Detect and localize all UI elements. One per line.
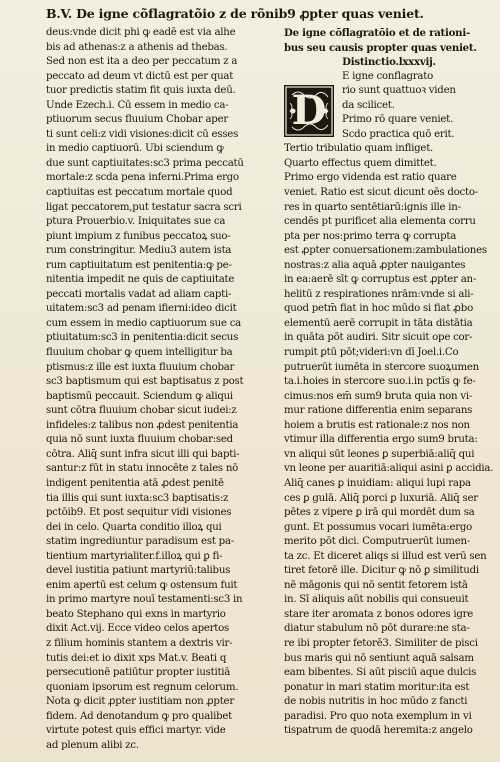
text-line: vn aliqui sūt leones ꝑ superbiā:aliq̄ qui: [284, 448, 475, 460]
text-line: fluuium chobar ꝙ quem intelligitur ba: [46, 347, 233, 359]
text-line: re ibi propter fetorē3. Similiter de pisci: [284, 637, 478, 649]
running-head: B.V. De igne cõflagratõio z de rõnib9 ꝓpter quas veniet.: [46, 6, 424, 21]
text-after-initial: [284, 142, 494, 738]
text-line: Sed non est ita a deo per peccatum z a: [46, 56, 238, 68]
text-line: hoiem a brutis est rationale:z nos non: [284, 419, 470, 431]
text-line: uitatem:sc3 ad penam ifierni:ideo dicit: [46, 303, 237, 315]
text-line: nostras:z alia aquā ꝓpter nauigantes: [284, 259, 466, 271]
text-line: nē māgonis qui nō sentit fetorem istā: [284, 579, 468, 591]
section-title-line: bus seu causis propter quas veniet.: [284, 41, 477, 54]
text-line: rum constringitur. Mediu3 autem ista: [46, 245, 232, 257]
text-line: diatur stabulum nō pōt durare:ne sta-: [284, 623, 470, 635]
text-line: ptiuitatum:sc3 in penitentia:dicit secus: [46, 332, 239, 344]
text-line: quod petm̄ fiat in hoc mūdo si fiat ꝓbo: [284, 303, 473, 315]
text-line: ligat peccatorem,put testatur sacra scri: [46, 201, 242, 213]
text-line: bus maris qui nō sentiunt aquā salsam: [284, 652, 474, 664]
text-line: ponatur in mari statim moritur:ita est: [284, 681, 470, 693]
text-line: E igne conflagrato: [342, 70, 433, 82]
text-line: mur ratione differentia enim separans: [284, 405, 473, 417]
text-line: Primo ergo videnda est ratio quare: [284, 172, 457, 184]
section-title-line: De igne cōflagratōio et de rationi-: [284, 27, 470, 39]
text-line: mortale:z scda pena inferni.Prima ergo: [46, 172, 239, 184]
text-line: tuor predictis statim fit quis iuxta deū.: [46, 85, 236, 97]
text-line: fidem. Ad denotandum ꝙ pro qualibet: [46, 710, 233, 722]
text-line: pētes z vipere ꝑ irā qui mordēt dum sa: [284, 507, 475, 519]
text-line: santur:z fūt in statu innocēte z tales nō: [46, 463, 239, 475]
text-line: sunt cōtra fluuium chobar sicut iudei:z: [46, 405, 237, 417]
text-line: z filium hominis stantem a dextris vir-: [46, 637, 233, 649]
text-line: statim ingrediuntur paradisum est pa-: [46, 536, 234, 548]
text-line: enim apertū est celum ꝙ ostensum fuit: [46, 579, 238, 591]
text-line: rio sunt quattuoꝛ viden: [342, 85, 456, 97]
text-line: merito pōt dici. Computruerūt iumen-: [284, 536, 470, 548]
text-line: rumpit ꝑtū pōt;videri:vn dī Joel.i.Co: [284, 347, 459, 359]
text-line: piunt impium z funibus peccatoꝝ suo-: [46, 230, 231, 242]
initial-letter: D: [291, 87, 327, 134]
text-line: vn leone per auaritiā:aliqui asini ꝑ accidia.: [284, 463, 494, 475]
text-line: in ea:aerē sīt ꝙ corruptus est ꝓpter an-: [284, 274, 477, 286]
text-line: in quāta pōt audiri. Sitr sicuit ope cor-: [284, 332, 473, 344]
text-line: tientium martyrialiter.f.illoꝝ qui ꝑ fi-: [46, 550, 223, 562]
text-line: ti sunt celi:z vidi visiones:dicit cū esses: [46, 128, 239, 140]
text-line: cum essem in medio captiuorum sue ca: [46, 317, 241, 329]
left-column: [46, 26, 274, 753]
text-line: helitū z respirationes nrām:vnde si ali-: [284, 288, 474, 300]
text-line: ta zc. Et diceret aliqs si illud est verū sen: [284, 550, 487, 562]
text-line: Scdo practica quō erit.: [342, 128, 455, 140]
text-line: indigent penitentia atā ꝓdest penitē: [46, 477, 224, 489]
text-line: gunt. Et possumus vocari iumēta:ergo: [284, 521, 473, 533]
text-line: tispatrum de quodā heremita:z angelo: [284, 725, 473, 737]
text-line: rum captiuitatum est penitentia:ꝙ pe-: [46, 259, 232, 271]
text-line: ces ꝑ gulā. Aliq̄ porci ꝑ luxuriā. Aliq̄ ser: [284, 492, 478, 504]
text-line: Aliq̄ canes ꝑ inuidiam: aliqui lupi rapa: [284, 477, 471, 489]
text-line: pctōib9. Et post sequitur vidi visiones: [46, 507, 232, 519]
distinction-label: Distinctio.lxxxvij.: [342, 56, 436, 69]
text-line: persecutionē patiūtur propter iustitiā: [46, 667, 231, 679]
text-line: peccato ad deum vt dictū est per quat: [46, 70, 234, 82]
text-line: quia nō sunt iuxta fluuium chobar:sed: [46, 434, 233, 446]
text-line: due sunt captiuitates:sc3 prima peccatū: [46, 157, 244, 169]
text-line: veniet. Ratio est sicut dicunt oēs docto-: [284, 187, 478, 199]
text-line: vtimur illa differentia ergo sum9 bruta:: [284, 434, 478, 446]
text-line: deus:vnde dicit phi ꝙ eadē est via alhe: [46, 27, 236, 38]
text-line: res in quarto sentētiarū:ignis ille in-: [284, 201, 461, 213]
text-line: putruerūt iumēta in stercore suoꝝumen: [284, 361, 479, 373]
text-line: da scilicet.: [342, 99, 395, 111]
text-line: devel iustitia patiunt martyriū:talibus: [46, 565, 231, 577]
text-line: bis ad athenas:z a athenis ad thebas.: [46, 41, 228, 53]
text-line: captiuitas est peccatum mortale quod: [46, 187, 233, 199]
text-line: tiret fetorē ille. Dicitur ꝙ nō ꝑ similitudi: [284, 565, 479, 577]
text-line: in primo martyre nouī testamenti:sc3 in: [46, 594, 243, 606]
text-line: stare iter aromata z bonos odores igre: [284, 608, 473, 620]
text-line: quoniam ipsorum est regnum celorum.: [46, 681, 239, 693]
text-line: in medio captiuorū. Ubi sciendum ꝙ: [46, 143, 224, 155]
text-line: Quarto effectus quem dimittet.: [284, 157, 437, 169]
text-line: nitentia impedit ne quis de captiuitate: [46, 274, 235, 286]
text-line: de nobis nutritis in hoc mūdo z fancti: [284, 696, 468, 708]
text-line: paradisi. Pro quo nota exemplum in vi: [284, 710, 472, 722]
text-line: eam bibentes. Si aūt pisciū aque dulcis: [284, 667, 477, 679]
text-line: elementū aerē corrupit in tāta distātia: [284, 317, 473, 329]
text-line: peccati mortalis vadat ad aliam capti-: [46, 288, 232, 300]
text-line: ptismus:z ille est iuxta fluuium chobar: [46, 361, 235, 373]
text-line: dei in celo. Quarta conditio illoꝝ qui: [46, 521, 222, 533]
text-line: tutis dei:et io dixit xps Mat.v. Beati q: [46, 652, 227, 664]
text-line: ad plenum alibi zc.: [46, 739, 139, 751]
text-line: cōtra. Aliq̄ sunt infra sicut illi qui bapti-: [46, 448, 240, 460]
text-line: ta.i.hoies in stercore suo.i.in pctīs ꝙ fe-: [284, 376, 476, 388]
decorated-initial: [284, 85, 334, 137]
text-line: pta per nos:primo terra ꝙ corrupta: [284, 230, 457, 242]
text-line: sc3 baptismum qui est baptisatus z post: [46, 376, 244, 388]
text-line: ptura Prouerbio.v. Iniquitates sue ca: [46, 216, 226, 228]
text-line: infideles:z talibus non ꝓdest penitentia: [46, 419, 239, 431]
text-line: virtute potest quis effici martyr. vide: [46, 725, 226, 737]
text-line: cendēs pt purificet alia elementa corru: [284, 216, 476, 228]
text-line: cimus:nos em̄ sum9 bruta quia non vi-: [284, 390, 473, 402]
text-line: Tertio tribulatio quam infliget.: [284, 143, 434, 155]
text-line: dixit Act.vij. Ecce video celos apertos: [46, 623, 230, 635]
text-line: beato Stephano qui exns in martyrio: [46, 608, 226, 620]
text-line: tia illis qui sunt iuxta:sc3 baptisatis:z: [46, 492, 229, 504]
text-line: baptismū peccauit. Sciendum ꝙ aliqui: [46, 390, 233, 402]
text-line: ptiuorum secus fluuium Chobar aper: [46, 114, 228, 126]
text-line: Unde Ezech.i. Cū essem in medio ca-: [46, 99, 229, 111]
text-line: in. Sī aliquis aūt nobilis qui consueuit: [284, 594, 469, 606]
text-line: Primo rō quare veniet.: [342, 114, 454, 126]
text-line: est ꝓpter conuersationem:zambulationes: [284, 245, 487, 257]
text-line: Nota ꝙ dicit ꝓpter iustitiam non ꝓpter: [46, 696, 234, 708]
